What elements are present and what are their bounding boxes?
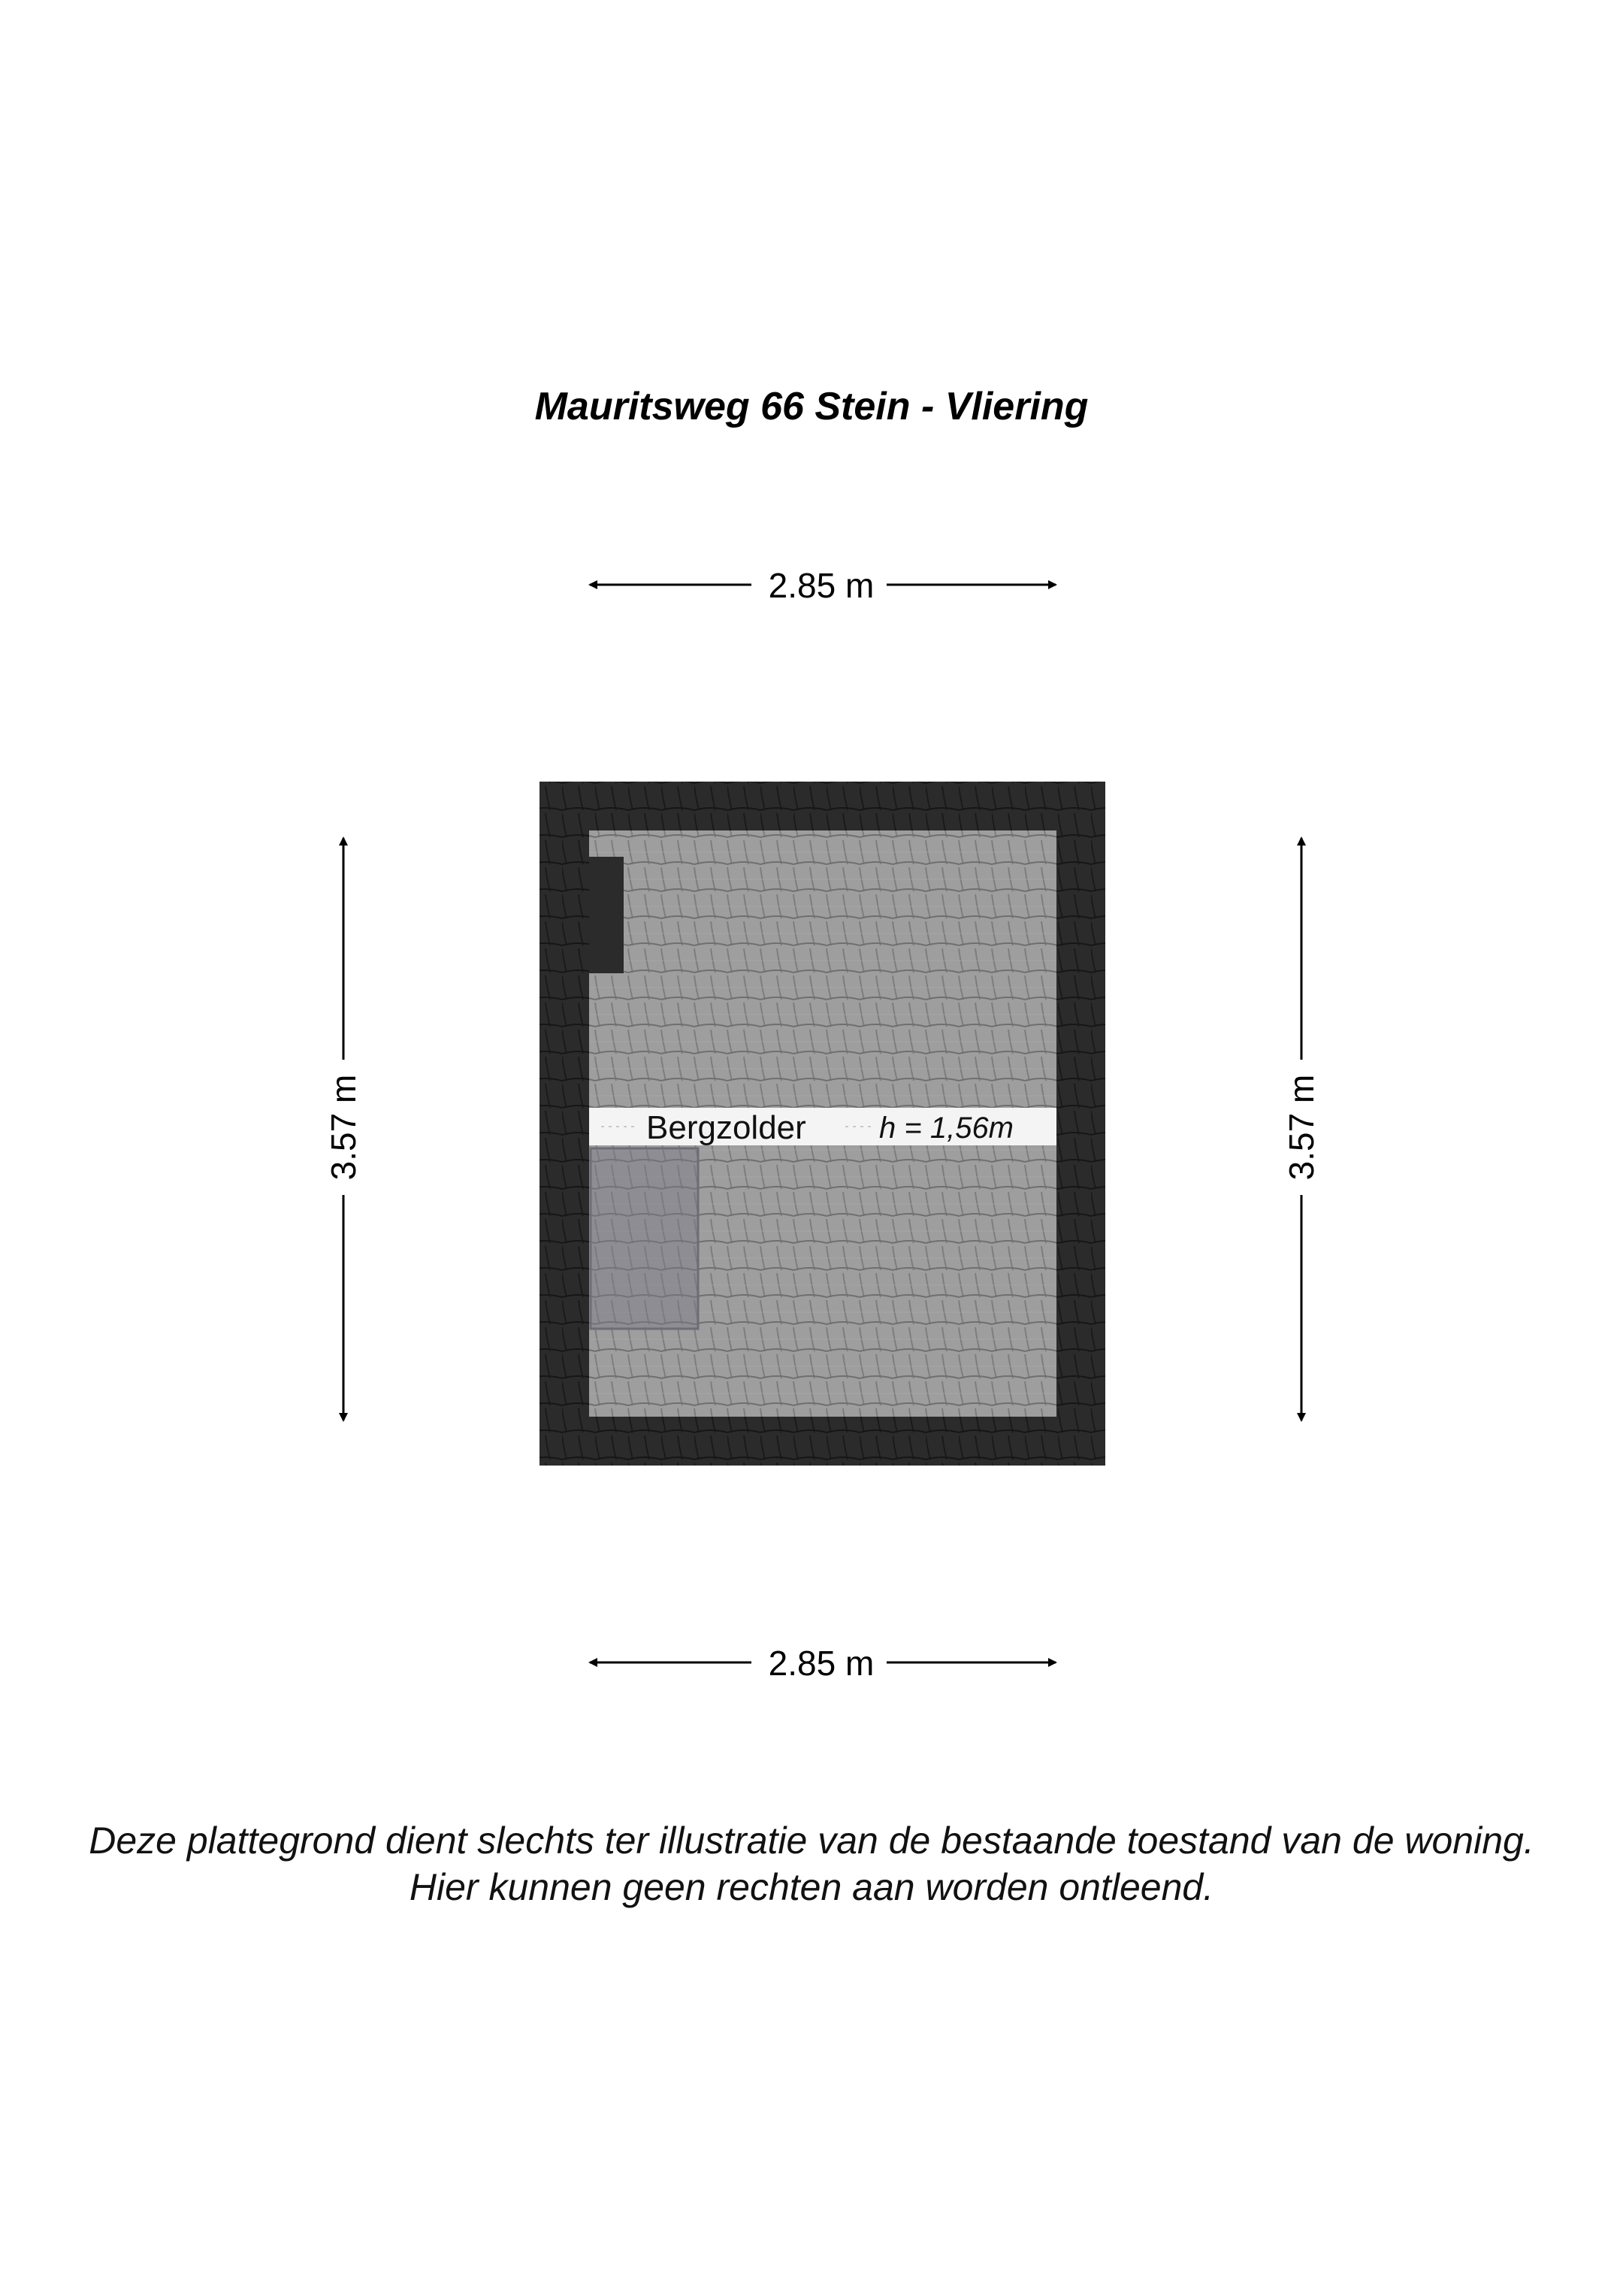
disclaimer-line-1: Deze plattegrond dient slechts ter illustratie van de bestaande toestand van de woning. bbox=[89, 1820, 1534, 1862]
bottom-width-label: 2.85 m bbox=[768, 1644, 875, 1683]
page-title: Mauritsweg 66 Stein - Vliering bbox=[534, 385, 1089, 428]
room-name: Bergzolder bbox=[646, 1109, 806, 1146]
chimney-block bbox=[589, 857, 624, 973]
top-width-label: 2.85 m bbox=[768, 566, 875, 605]
top-width-dimension bbox=[590, 566, 1056, 605]
room-height: h = 1,56m bbox=[879, 1112, 1014, 1145]
right-height-label: 3.57 m bbox=[1282, 1074, 1321, 1181]
left-height-dimension bbox=[324, 838, 363, 1420]
left-height-label: 3.57 m bbox=[324, 1074, 363, 1181]
disclaimer-line-2: Hier kunnen geen rechten aan worden ontleend. bbox=[409, 1866, 1214, 1908]
disclaimer bbox=[0, 1817, 1623, 1910]
storage-area bbox=[591, 1148, 698, 1329]
right-height-dimension bbox=[1282, 838, 1321, 1420]
bottom-width-dimension bbox=[590, 1644, 1056, 1683]
